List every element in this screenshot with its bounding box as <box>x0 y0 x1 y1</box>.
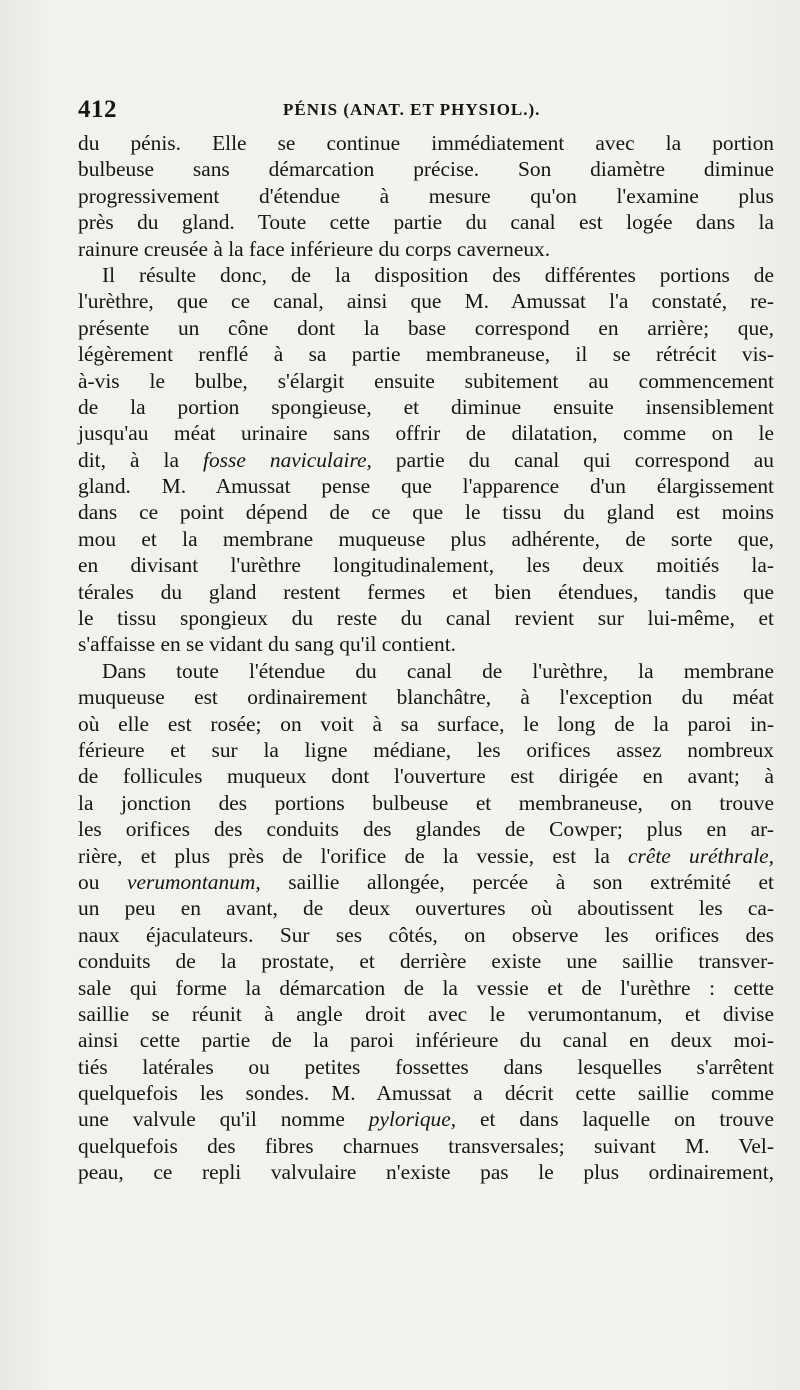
text-line-segment: térales du gland restent fermes et bien étendues, tandis que <box>78 579 774 604</box>
text-line-segment: le tissu spongieux du reste du canal revient sur lui-même, et <box>78 606 774 631</box>
text-line-segment: saillie allongée, percée à son extrémité et <box>260 869 774 894</box>
text-line <box>78 183 774 209</box>
text-line-segment: du pénis. Elle se continue immédiatement avec la portion <box>78 131 774 155</box>
text-line-segment: férieure et sur la ligne médiane, les orifices assez nombreux <box>78 737 774 762</box>
text-line-segment: près du gland. Toute cette partie du canal est logée dans la <box>78 210 774 235</box>
text-line-segment: une valvule qu'il nomme <box>78 1107 369 1132</box>
text-line <box>78 288 774 314</box>
text-line-segment: légèrement renflé à sa partie membraneuse, il se rétrécit vis- <box>78 342 774 367</box>
text-line-segment: quelquefois les sondes. M. Amussat a décrit cette saillie comme <box>78 1081 774 1106</box>
text-line <box>78 631 774 657</box>
text-line <box>78 552 774 578</box>
text-line-segment: bulbeuse sans démarcation précise. Son diamètre diminue <box>78 157 774 182</box>
text-line-segment: gland. M. Amussat pense que l'apparence d'un élargissement <box>78 474 774 499</box>
text-line <box>78 1080 774 1106</box>
text-line-segment: progressivement d'étendue à mesure qu'on l'examine plus <box>78 183 774 208</box>
text-line-segment: en divisant l'urèthre longitudinalement, les deux moitiés la- <box>78 553 774 578</box>
text-line <box>78 1133 774 1159</box>
text-line-segment: ainsi cette partie de la paroi inférieure du canal en deux moi- <box>78 1028 774 1053</box>
text-line <box>78 843 774 869</box>
text-line-segment: mou et la membrane muqueuse plus adhérente, de sorte que, <box>78 526 774 551</box>
text-line-segment: la jonction des portions bulbeuse et membraneuse, on trouve <box>78 790 774 815</box>
text-line <box>78 262 774 288</box>
text-line-segment: saillie se réunit à angle droit avec le verumontanum, et divise <box>78 1001 774 1026</box>
text-line-segment: rainure creusée à la face inférieure du corps caverneux. <box>78 236 551 261</box>
text-line <box>78 1159 774 1185</box>
text-line-segment: Il résulte donc, de la disposition des différentes portions de <box>102 262 774 287</box>
text-line-segment: l'urèthre, que ce canal, ainsi que M. Amussat l'a constaté, re- <box>78 289 774 314</box>
text-line-segment: où elle est rosée; on voit à sa surface, le long de la paroi in- <box>78 711 774 736</box>
text-line-segment: ou <box>78 869 127 894</box>
text-line <box>78 763 774 789</box>
text-line <box>78 447 774 473</box>
text-line <box>78 1106 774 1132</box>
text-line <box>78 948 774 974</box>
italic-term: fosse naviculaire, <box>203 447 372 472</box>
text-line <box>78 579 774 605</box>
text-line-segment: jusqu'au méat urinaire sans offrir de dilatation, comme on le <box>78 421 774 446</box>
text-line-segment: sale qui forme la démarcation de la vessie et de l'urèthre : cette <box>78 975 774 1000</box>
text-line <box>78 156 774 182</box>
text-line <box>78 790 774 816</box>
text-line <box>78 130 774 156</box>
text-line <box>78 394 774 420</box>
text-line-segment: de follicules muqueux dont l'ouverture est dirigée en avant; à <box>78 764 774 789</box>
text-line <box>78 209 774 235</box>
text-line <box>78 737 774 763</box>
text-line-segment: conduits de la prostate, et derrière existe une saillie transver- <box>78 949 774 974</box>
text-line-segment: tiés latérales ou petites fossettes dans lesquelles s'arrêtent <box>78 1054 774 1079</box>
text-line <box>78 526 774 552</box>
text-line-segment: un peu en avant, de deux ouvertures où aboutissent les ca- <box>78 896 774 921</box>
text-line-segment: peau, ce repli valvulaire n'existe pas le plus ordinairement, <box>78 1160 774 1185</box>
page-number: 412 <box>78 96 117 123</box>
text-line-segment: rière, et plus près de l'orifice de la vessie, est la <box>78 843 629 868</box>
text-line <box>78 473 774 499</box>
text-line-segment: muqueuse est ordinairement blanchâtre, à l'exception du méat <box>78 685 774 710</box>
text-line <box>78 1027 774 1053</box>
text-line-segment: naux éjaculateurs. Sur ses côtés, on observe les orifices des <box>78 922 774 947</box>
text-line <box>78 869 774 895</box>
text-line-segment: et dans laquelle on trouve <box>456 1107 775 1132</box>
body-text <box>78 130 774 1186</box>
text-line-segment: dans ce point dépend de ce que le tissu du gland est moins <box>78 500 774 525</box>
text-line <box>78 895 774 921</box>
text-line-segment: à-vis le bulbe, s'élargit ensuite subitement au commencement <box>78 368 774 393</box>
text-line-segment: les orifices des conduits des glandes de Cowper; plus en ar- <box>78 817 774 842</box>
text-line <box>78 420 774 446</box>
text-line-segment: partie du canal qui correspond au <box>371 447 774 472</box>
text-line <box>78 315 774 341</box>
text-line <box>78 816 774 842</box>
text-line-segment: s'affaisse en se vidant du sang qu'il contient. <box>78 632 457 657</box>
text-line <box>78 368 774 394</box>
text-line <box>78 341 774 367</box>
text-line <box>78 684 774 710</box>
text-line <box>78 236 774 262</box>
text-line <box>78 605 774 631</box>
text-line <box>78 658 774 684</box>
text-line <box>78 711 774 737</box>
text-line <box>78 499 774 525</box>
text-line <box>78 975 774 1001</box>
running-title: PÉNIS (ANAT. ET PHYSIOL.). <box>283 100 541 119</box>
text-line-segment: dit, à la <box>78 447 204 472</box>
text-line-segment: Dans toute l'étendue du canal de l'urèthre, la membrane <box>102 658 774 683</box>
text-line <box>78 1054 774 1080</box>
text-line-segment: de la portion spongieuse, et diminue ensuite insensiblement <box>78 394 774 419</box>
text-line <box>78 922 774 948</box>
text-line <box>78 1001 774 1027</box>
italic-term: verumontanum, <box>127 869 261 894</box>
italic-term: crête uréthrale, <box>628 843 774 868</box>
page-header <box>78 96 778 130</box>
italic-term: pylorique, <box>368 1107 457 1132</box>
text-line-segment: présente un cône dont la base correspond en arrière; que, <box>78 315 774 340</box>
text-line-segment: quelquefois des fibres charnues transversales; suivant M. Vel- <box>78 1133 774 1158</box>
